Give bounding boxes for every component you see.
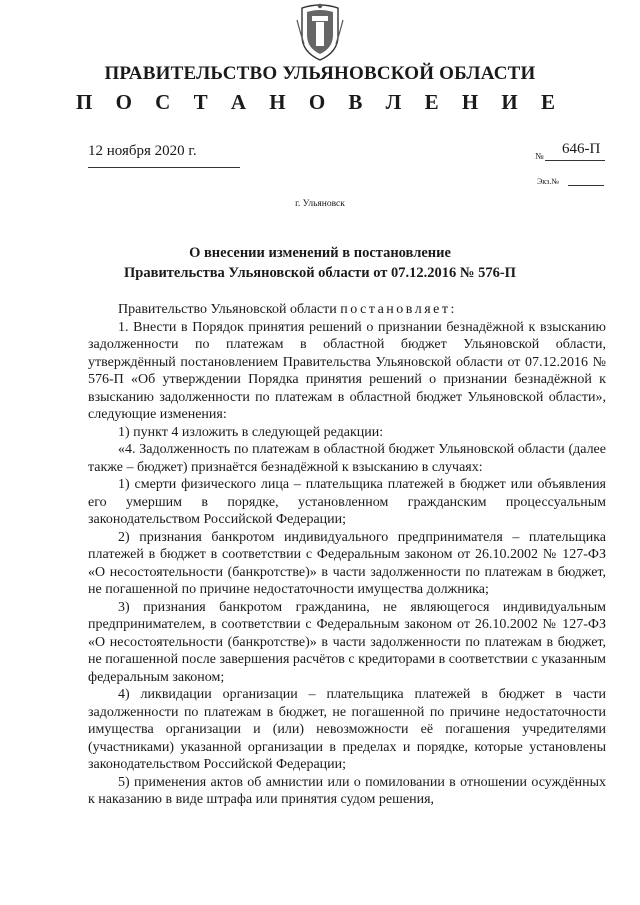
heading-line-2: Правительства Ульяновской области от 07.12.2016 № 576-П	[124, 265, 516, 281]
paragraph-2: 1) пункт 4 изложить в следующей редакции:	[118, 424, 384, 440]
copy-number-label: Экз.№	[537, 177, 559, 186]
number-underline	[545, 160, 605, 161]
coat-of-arms-icon	[296, 2, 344, 62]
copy-number-underline	[568, 185, 604, 186]
paragraph-6: 3) признания банкротом гражданина, не являющегося индивидуальным предпринимателем, в соответствии с Федеральным законом от 26.10.2002 № 127-ФЗ «О несостоятельности (банкротстве)» в части задолженности по платежам в бюджет, не погашенной после завершения расчётов с кредиторами в соответствии с указанным федеральным законом;	[88, 599, 606, 685]
intro-lead: Правительство Ульяновской области	[118, 302, 337, 317]
document-type: П О С Т А Н О В Л Е Н И Е	[75, 90, 564, 114]
paragraph-7: 4) ликвидации организации – плательщика платежей в бюджет в части задолженности по платежам в бюджет, не погашенной по причине недостаточности имущества организации и (или) невозможности её погашения учредителями (участниками) указанной организации в пределах и порядке, которые установлены законодательством Российской Федерации;	[88, 687, 606, 772]
paragraph-4: 1) смерти физического лица – плательщика платежей в бюджет или объявления его умершим в порядке, установленном гражданским процессуальным законодательством Российской Федерации;	[88, 477, 606, 527]
document-date: 12 ноября 2020 г.	[88, 143, 197, 159]
intro-verb: постановляет:	[340, 302, 457, 317]
government-title: ПРАВИТЕЛЬСТВО УЛЬЯНОВСКОЙ ОБЛАСТИ	[104, 63, 536, 84]
paragraph-3: «4. Задолженность по платежам в областной бюджет Ульяновской области (далее также – бюджет) признаётся безнадёжной к взысканию в случаях:	[88, 442, 606, 475]
intro-paragraph	[88, 301, 606, 319]
city-name: г. Ульяновск	[295, 199, 345, 209]
document-heading	[0, 243, 640, 283]
paragraph-8: 5) применения актов об амнистии или о помиловании в отношении осуждённых к наказанию в виде штрафа или принятия судом решения,	[88, 774, 606, 807]
number-prefix: №	[535, 151, 544, 161]
paragraph-5: 2) признания банкротом индивидуального предпринимателя – плательщика платежей в бюджет в соответствии с Федеральным законом от 26.10.2002 № 127-ФЗ «О несостоятельности (банкротстве)» в части задолженности по платежам в бюджет, не погашенной по причине недостаточности имущества должника;	[88, 529, 606, 597]
paragraph-1: 1. Внести в Порядок принятия решений о признании безнадёжной к взысканию задолженности по платежам в областной бюджет Ульяновской области, утверждённый постановлением Правительства Ульяновской области от 07.12.2016 № 576-П «Об утверждении Порядка принятия решений о признании безнадёжной к взысканию задолженности по платежам в областной бюджет Ульяновской области», следующие изменения:	[88, 319, 606, 422]
document-number: 646-П	[562, 141, 601, 157]
heading-line-1: О внесении изменений в постановление	[189, 245, 451, 261]
date-underline	[88, 167, 240, 168]
document-body	[88, 301, 606, 809]
